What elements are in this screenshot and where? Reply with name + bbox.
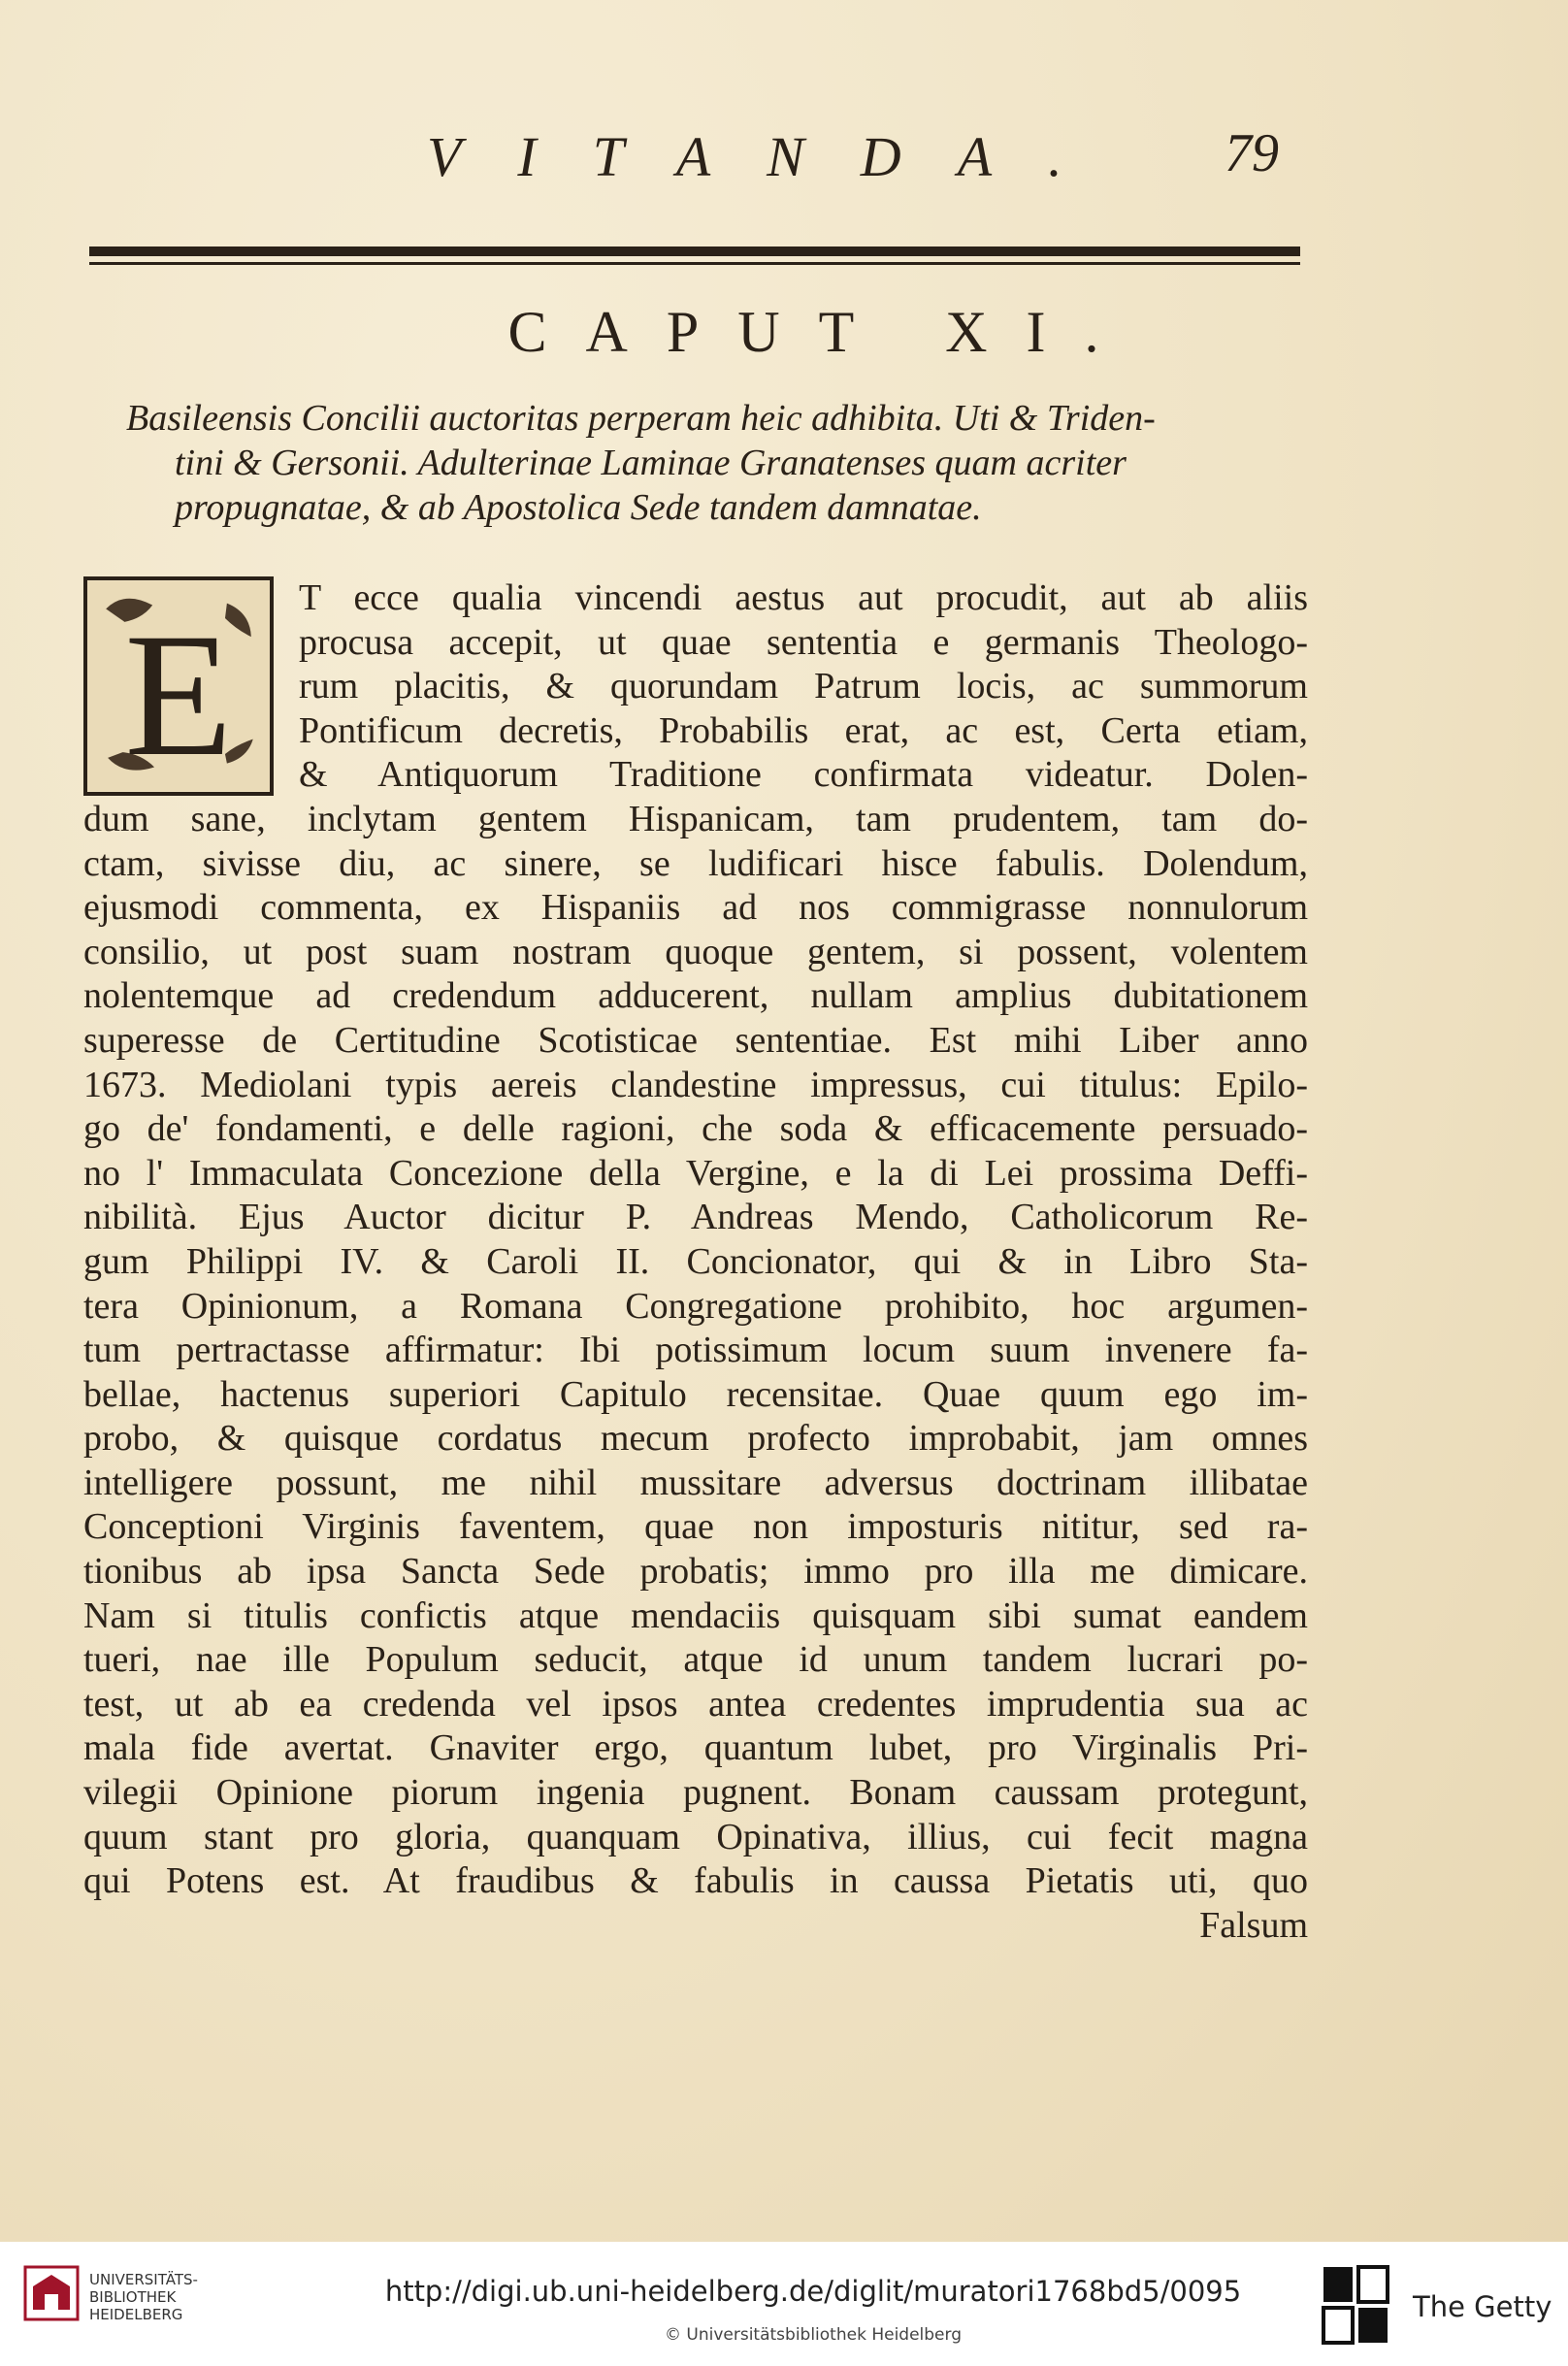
body-line: ejusmodi commenta, ex Hispaniis ad nos commigrasse nonnulorum — [83, 887, 1308, 929]
partner-name: The Getty — [1413, 2290, 1552, 2323]
body-line: consilio, ut post suam nostram quoque gentem, si possent, volentem — [83, 931, 1308, 972]
page-number: 79 — [1225, 123, 1279, 183]
body-line: superesse de Certitudine Scotisticae sententiae. Est mihi Liber anno — [83, 1019, 1308, 1061]
svg-text:E: E — [124, 598, 233, 792]
body-line: nibilità. Ejus Auctor dicitur P. Andreas Mendo, Catholicorum Re- — [83, 1197, 1308, 1238]
viewer-footer — [0, 2242, 1568, 2366]
body-line: vilegii Opinione piorum ingenia pugnent. Bonam caussam protegunt, — [83, 1772, 1308, 1814]
body-line: nolentemque ad credendum adducerent, nullam amplius dubitationem — [83, 975, 1308, 1017]
body-line: Pontificum decretis, Probabilis erat, ac est, Certa etiam, — [299, 709, 1308, 751]
summary-line: tini & Gersonii. Adulterinae Laminae Granatenses quam acriter — [175, 443, 1127, 483]
summary-line: Basileensis Concilii auctoritas perperam heic adhibita. Uti & Triden- — [126, 398, 1156, 439]
body-line: test, ut ab ea credenda vel ipsos antea credentes imprudentia sua ac — [83, 1683, 1308, 1725]
header-rule-thin — [89, 262, 1300, 265]
body-line: tueri, nae ille Populum seducit, atque id unum tandem lucrari po- — [83, 1639, 1308, 1681]
body-line: T ecce qualia vincendi aestus aut procudit, aut ab aliis — [299, 577, 1308, 618]
permalink-url[interactable]: http://digi.ub.uni-heidelberg.de/diglit/muratori1768bd5/0095 — [384, 2275, 1242, 2308]
body-line: go de' fondamenti, e delle ragioni, che soda & efficacemente persuado- — [83, 1108, 1308, 1150]
catchword: Falsum — [1199, 1904, 1308, 1946]
body-line: probo, & quisque cordatus mecum profecto improbabit, jam omnes — [83, 1418, 1308, 1460]
body-line: quum stant pro gloria, quanquam Opinativa, illius, cui fecit magna — [83, 1816, 1308, 1857]
body-line: procusa accepit, ut quae sententia e germanis Theologo- — [299, 621, 1308, 663]
body-line: tum pertractasse affirmatur: Ibi potissimum locum suum invenere fa- — [83, 1330, 1308, 1371]
body-line: Nam si titulis confictis atque mendaciis quisquam sibi sumat eandem — [83, 1594, 1308, 1636]
running-head: VITANDA. — [427, 125, 1119, 188]
summary-line: propugnatae, & ab Apostolica Sede tandem damnatae. — [175, 487, 982, 528]
body-line: dum sane, inclytam gentem Hispanicam, tam prudentem, tam do- — [83, 798, 1308, 839]
body-line: mala fide avertat. Gnaviter ergo, quantum lubet, pro Virginalis Pri- — [83, 1727, 1308, 1769]
chapter-summary — [126, 396, 1316, 530]
body-line: qui Potens est. At fraudibus & fabulis in caussa Pietatis uti, quo — [83, 1860, 1308, 1902]
copyright-notice: © Universitätsbibliothek Heidelberg — [664, 2325, 962, 2345]
institution-name: UNIVERSITÄTS- BIBLIOTHEK HEIDELBERG — [89, 2271, 198, 2323]
body-line: no l' Immaculata Concezione della Vergine, e la di Lei prossima Deffi- — [83, 1152, 1308, 1194]
body-line: tera Opinionum, a Romana Congregatione prohibito, hoc argumen- — [83, 1285, 1308, 1327]
body-line: tionibus ab ipsa Sancta Sede probatis; immo pro illa me dimicare. — [83, 1551, 1308, 1593]
getty-logo-icon — [1320, 2263, 1391, 2349]
body-line: rum placitis, & quorundam Patrum locis, ac summorum — [299, 666, 1308, 707]
chapter-title: CAPUT XI. — [507, 300, 1138, 364]
body-line: intelligere possunt, me nihil mussitare adversus doctrinam illibatae — [83, 1462, 1308, 1503]
body-text — [83, 576, 1308, 1948]
body-line: & Antiquorum Traditione confirmata videatur. Dolen- — [299, 754, 1308, 796]
body-line: 1673. Mediolani typis aereis clandestine impressus, cui titulus: Epilo- — [83, 1064, 1308, 1105]
body-line: gum Philippi IV. & Caroli II. Concionator, qui & in Libro Sta- — [83, 1240, 1308, 1282]
header-rule-thick — [89, 246, 1300, 256]
body-line: Conceptioni Virginis faventem, quae non imposturis nititur, sed ra- — [83, 1506, 1308, 1548]
body-line: ctam, sivisse diu, ac sinere, se ludificari hisce fabulis. Dolendum, — [83, 842, 1308, 884]
body-line: bellae, hactenus superiori Capitulo recensitae. Quae quum ego im- — [83, 1373, 1308, 1415]
